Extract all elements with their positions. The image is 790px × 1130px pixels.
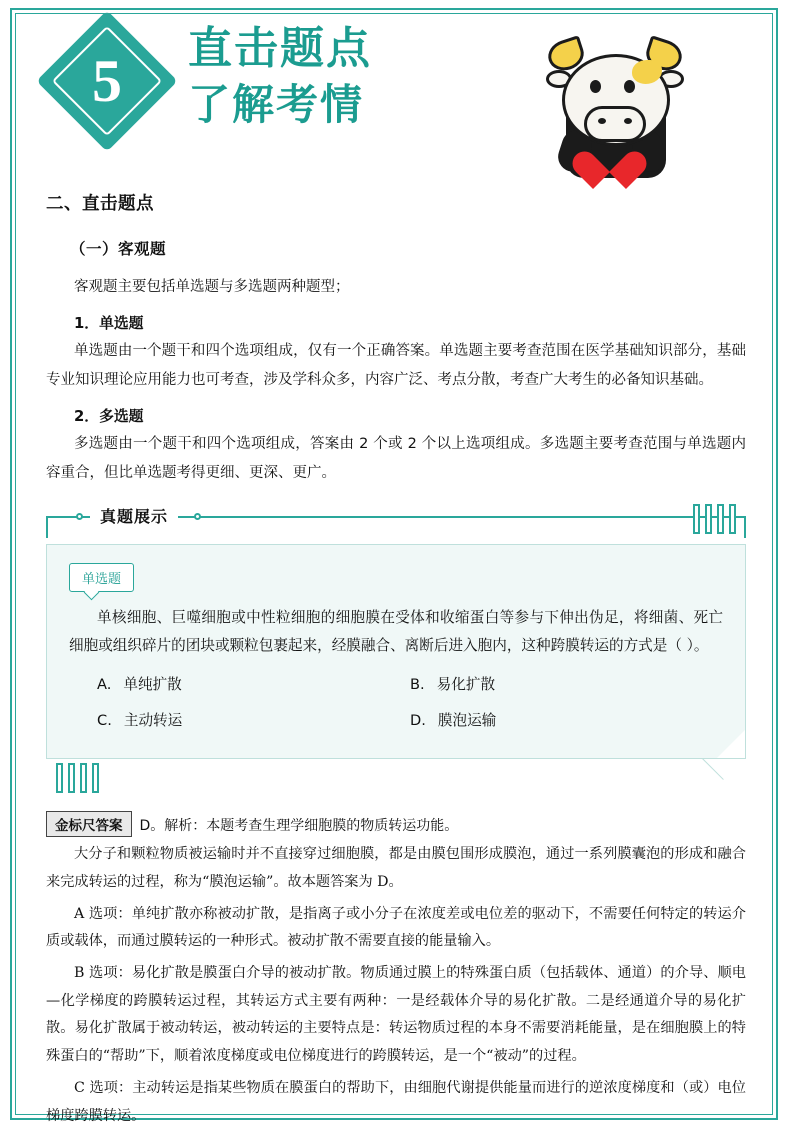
decorative-dot-right-icon xyxy=(194,513,201,520)
option-b[interactable] xyxy=(410,671,723,699)
question-options xyxy=(69,671,723,734)
question-stem: 单核细胞、巨噬细胞或中性粒细胞的细胞膜在受体和收缩蛋白等参与下伸出伪足，将细菌、死亡细胞或组织碎片的团块或颗粒包裹起来，经膜融合、离断后进入胞内，这种跨膜转运的方式是（ ）。 xyxy=(69,609,723,655)
option-a-letter: A. xyxy=(97,675,112,693)
answer-tag-badge: 金标尺答案 xyxy=(46,811,132,837)
option-b-text: 易化扩散 xyxy=(436,675,496,693)
cow-mascot-icon xyxy=(540,18,690,186)
answer-section xyxy=(46,811,746,1130)
page-header xyxy=(0,0,790,185)
header-title-line1: 直击题点 xyxy=(188,23,372,74)
option-d[interactable] xyxy=(410,707,723,735)
answer-headline: D。解析：本题考查生理学细胞膜的物质转运功能。 xyxy=(139,818,459,835)
item-2-title: 2．多选题 xyxy=(74,408,144,425)
subsection-heading: （一）客观题 xyxy=(70,240,167,258)
bracket-left-tick xyxy=(46,516,48,538)
cow-nostril-left xyxy=(598,118,606,124)
header-title-group xyxy=(188,24,372,129)
question-type-badge: 单选题 xyxy=(69,563,134,592)
analysis-paragraph-2: A 选项：单纯扩散亦称被动扩散，是指离子或小分子在浓度差或电位差的驱动下，不需要任何特定的转运介质或载体，而通过膜转运的一种形式。被动扩散不需要直接的能量输入。 xyxy=(46,905,746,950)
option-c-text: 主动转运 xyxy=(123,711,183,729)
item-2-text: 多选题由一个题干和四个选项组成，答案由 2 个或 2 个以上选项组成。多选题主要考查范围与单选题内容重合，但比单选题考得更细、更深、更广。 xyxy=(46,436,746,481)
option-c[interactable] xyxy=(97,707,410,735)
section-heading: 二、直击题点 xyxy=(46,194,154,214)
intro-paragraph: 客观题主要包括单选题与多选题两种题型； xyxy=(74,279,350,295)
header-title-line2: 了解考情 xyxy=(188,79,365,129)
option-a-text: 单纯扩散 xyxy=(123,675,182,693)
item-1-text: 单选题由一个题干和四个选项组成，仅有一个正确答案。单选题主要考查范围在医学基础知识部分，基础专业知识理论应用能力也可考查，涉及学科众多，内容广泛、考点分散，考查广大考生的必备知识基础。 xyxy=(46,343,746,388)
analysis-paragraph-4: C 选项：主动转运是指某些物质在膜蛋白的帮助下，由细胞代谢提供能量而进行的逆浓度梯度和（或）电位梯度跨膜转运。 xyxy=(46,1079,746,1124)
option-a[interactable] xyxy=(97,671,410,699)
cow-nostril-right xyxy=(624,118,632,124)
cow-eye-left xyxy=(590,80,601,93)
item-1-title: 1．单选题 xyxy=(74,315,144,332)
analysis-paragraph-3: B 选项：易化扩散是膜蛋白介导的被动扩散。物质通过膜上的特殊蛋白质（包括载体、通道）的介导、顺电—化学梯度的跨膜转运过程，其转运方式主要有两种：一是经载体介导的易化扩散。二是经通道介导的易化扩散。易化扩散属于被动转运，被动转运的主要特点是：转运物质过程的本身不需要消耗能量，是在细胞膜上的特殊蛋白的“帮助”下，顺着浓度梯度或电位梯度进行的跨膜转运，是一个“被动”的过程。 xyxy=(46,965,746,1065)
question-card xyxy=(46,544,746,759)
exam-box-footer xyxy=(46,759,746,785)
cow-eye-right xyxy=(624,80,635,93)
bracket-right-tick xyxy=(744,516,746,538)
document-body xyxy=(46,190,746,1130)
decorative-dot-left-icon xyxy=(76,513,83,520)
section-number: 5 xyxy=(92,48,122,114)
option-d-letter: D. xyxy=(410,711,426,729)
option-c-letter: C. xyxy=(97,711,112,729)
section-number-badge xyxy=(48,22,166,140)
answer-headline-row xyxy=(46,811,746,837)
comb-decoration-bottom-left-icon xyxy=(56,763,99,793)
comb-decoration-top-right-icon xyxy=(693,504,736,534)
option-d-text: 膜泡运输 xyxy=(437,711,497,729)
exam-box-header xyxy=(46,502,746,536)
exam-showcase-box xyxy=(46,502,746,785)
exam-box-label: 真题展示 xyxy=(90,504,178,527)
analysis-paragraph-1: 大分子和颗粒物质被运输时并不直接穿过细胞膜，都是由膜包围形成膜泡，通过一系列膜囊泡的形成和融合来完成转运的过程，称为“膜泡运输”。故本题答案为 D。 xyxy=(46,846,746,891)
heart-icon xyxy=(586,136,632,178)
option-b-letter: B. xyxy=(410,675,425,693)
